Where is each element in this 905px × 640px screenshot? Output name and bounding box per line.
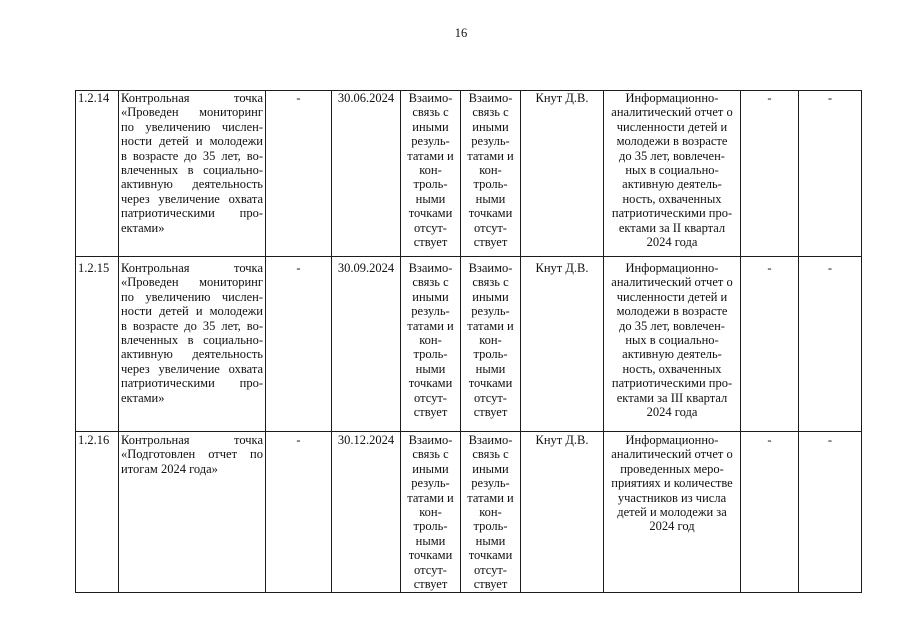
relation-line: татами и [467, 490, 514, 505]
description-line: «Подготовлен отчет по [121, 447, 263, 462]
result-line: Информационно- [625, 433, 719, 447]
item-number-text: 1.2.14 [78, 91, 110, 105]
relation-line: Взаимо- [468, 433, 513, 447]
description-line: через увеличение охвата [121, 191, 263, 206]
relation-cell [401, 91, 461, 257]
relation-line: ствует [473, 577, 508, 592]
relation-line: ными [475, 361, 506, 376]
dash-cell [266, 91, 332, 257]
relation-line: Взаимо- [468, 91, 513, 105]
result-line: ектами за III квартал [616, 390, 728, 405]
result-line: аналитический отчет о [611, 275, 733, 290]
relation-line: точками [468, 376, 513, 391]
item-number [76, 432, 119, 593]
description-line: по увеличению числен- [121, 289, 263, 304]
control-point-description [119, 432, 266, 593]
relation-line: точками [408, 548, 453, 563]
relation-line: отсут- [414, 220, 447, 235]
table-row [76, 257, 862, 432]
relation-cell [401, 432, 461, 593]
dash-value: - [296, 433, 301, 447]
relation-line: кон- [479, 505, 502, 520]
relation-line: ными [415, 361, 446, 376]
dash-cell [266, 432, 332, 593]
relation-line: татами и [407, 318, 454, 333]
description-line: влеченных в социально- [121, 163, 263, 178]
description-line: Контрольная точка [121, 433, 263, 447]
result-line: 2024 года [646, 235, 698, 250]
result-line: ность, охваченных [622, 191, 722, 206]
description-line: по увеличению числен- [121, 119, 263, 134]
description-line: Контрольная точка [121, 261, 263, 275]
relation-line: ными [475, 191, 506, 206]
relation-line: иными [472, 461, 509, 476]
result-line: ных в социально- [625, 333, 719, 348]
relation-line: ствует [473, 405, 508, 420]
table-row [76, 432, 862, 593]
relation-line: татами и [407, 148, 454, 163]
relation-line: отсут- [414, 562, 447, 577]
result-line: Информационно- [625, 261, 719, 275]
result-line: численности детей и [616, 119, 728, 134]
relation-line: резуль- [411, 476, 450, 491]
dash-cell [799, 432, 862, 593]
description-line: влеченных в социально- [121, 333, 263, 348]
relation-line: ствует [413, 405, 448, 420]
dash-cell [799, 91, 862, 257]
result-line: активную деятель- [622, 177, 722, 192]
dash-value: - [296, 91, 301, 105]
result-line: молодежи в возрасте [616, 304, 728, 319]
deadline-date-text: 30.09.2024 [337, 261, 395, 275]
result-line: детей и молодежи за [617, 505, 727, 520]
result-line: ектами за II квартал [618, 220, 726, 235]
expected-result [604, 432, 741, 593]
relation-line: связь с [472, 275, 509, 290]
relation-line: троль- [413, 177, 448, 192]
relation-line: Взаимо- [468, 261, 513, 275]
relation-line: ными [475, 533, 506, 548]
relation-line: ными [415, 191, 446, 206]
relation-line: Взаимо- [408, 433, 453, 447]
relation-line: Взаимо- [408, 261, 453, 275]
item-number [76, 257, 119, 432]
responsible-person-text: Кнут Д.В. [535, 91, 589, 105]
result-line: 2024 года [646, 405, 698, 420]
description-line: итогам 2024 года» [121, 461, 218, 476]
dash-cell [266, 257, 332, 432]
result-line: ных в социально- [625, 163, 719, 178]
relation-line: троль- [473, 519, 508, 534]
result-line: активную деятель- [622, 347, 722, 362]
result-line: молодежи в возрасте [616, 134, 728, 149]
result-line: ность, охваченных [622, 361, 722, 376]
result-line: численности детей и [616, 289, 728, 304]
relation-line: точками [408, 376, 453, 391]
relation-line: иными [412, 119, 449, 134]
description-line: «Проведен мониторинг [121, 275, 263, 290]
relation-line: связь с [472, 447, 509, 462]
result-line: 2024 год [649, 519, 695, 534]
item-number-text: 1.2.15 [78, 261, 110, 275]
relation-line: татами и [407, 490, 454, 505]
dash-cell [741, 91, 799, 257]
relation-cell [401, 257, 461, 432]
description-line: ектами» [121, 390, 165, 405]
description-line: «Проведен мониторинг [121, 105, 263, 120]
relation-line: ствует [473, 235, 508, 250]
relation-line: троль- [413, 347, 448, 362]
item-number-text: 1.2.16 [78, 433, 110, 447]
dash-value: - [827, 433, 833, 447]
result-line: до 35 лет, вовлечен- [619, 318, 725, 333]
plan-table [75, 90, 862, 593]
item-number [76, 91, 119, 257]
description-line: ности детей и молодежи [121, 304, 263, 319]
relation-line: ствует [413, 235, 448, 250]
relation-line: кон- [479, 163, 502, 178]
relation-line: отсут- [474, 390, 507, 405]
responsible-person [521, 432, 604, 593]
result-line: участников из числа [617, 490, 727, 505]
control-point-description [119, 257, 266, 432]
dash-value: - [767, 433, 772, 447]
relation-cell [461, 257, 521, 432]
dash-value: - [827, 91, 833, 105]
relation-line: точками [408, 206, 453, 221]
relation-line: связь с [412, 275, 449, 290]
relation-line: троль- [473, 347, 508, 362]
dash-value: - [296, 261, 301, 275]
relation-line: связь с [472, 105, 509, 120]
result-line: патриотическими про- [611, 206, 733, 221]
relation-line: кон- [479, 333, 502, 348]
relation-line: иными [412, 461, 449, 476]
description-line: через увеличение охвата [121, 361, 263, 376]
expected-result [604, 91, 741, 257]
relation-line: кон- [419, 505, 442, 520]
relation-line: Взаимо- [408, 91, 453, 105]
result-line: патриотическими про- [611, 376, 733, 391]
page-number: 16 [454, 26, 468, 40]
responsible-person-text: Кнут Д.В. [535, 261, 589, 275]
relation-line: точками [468, 206, 513, 221]
dash-value: - [767, 261, 772, 275]
relation-line: иными [472, 289, 509, 304]
relation-line: татами и [467, 148, 514, 163]
relation-line: ными [415, 533, 446, 548]
dash-cell [741, 432, 799, 593]
description-line: активную деятельность [121, 347, 263, 362]
expected-result [604, 257, 741, 432]
relation-line: отсут- [474, 562, 507, 577]
relation-line: кон- [419, 163, 442, 178]
description-line: в возрасте до 35 лет, во- [121, 148, 263, 163]
description-line: патриотическими про- [121, 206, 263, 221]
relation-cell [461, 432, 521, 593]
description-line: ности детей и молодежи [121, 134, 263, 149]
description-line: патриотическими про- [121, 376, 263, 391]
relation-line: кон- [419, 333, 442, 348]
description-line: Контрольная точка [121, 91, 263, 105]
relation-line: отсут- [474, 220, 507, 235]
result-line: приятиях и количестве [611, 476, 733, 491]
control-point-description [119, 91, 266, 257]
responsible-person [521, 91, 604, 257]
dash-cell [741, 257, 799, 432]
result-line: аналитический отчет о [611, 105, 733, 120]
deadline-date-text: 30.12.2024 [337, 433, 395, 447]
relation-line: связь с [412, 447, 449, 462]
relation-line: иными [472, 119, 509, 134]
relation-cell [461, 91, 521, 257]
relation-line: троль- [473, 177, 508, 192]
relation-line: татами и [467, 318, 514, 333]
relation-line: ствует [413, 577, 448, 592]
dash-cell [799, 257, 862, 432]
dash-value: - [827, 261, 833, 275]
relation-line: резуль- [471, 134, 510, 149]
description-line: в возрасте до 35 лет, во- [121, 318, 263, 333]
relation-line: связь с [412, 105, 449, 120]
table-row [76, 91, 862, 257]
relation-line: иными [412, 289, 449, 304]
result-line: аналитический отчет о [611, 447, 733, 462]
relation-line: резуль- [471, 304, 510, 319]
result-line: Информационно- [625, 91, 719, 105]
relation-line: троль- [413, 519, 448, 534]
relation-line: резуль- [471, 476, 510, 491]
description-line: активную деятельность [121, 177, 263, 192]
relation-line: точками [468, 548, 513, 563]
dash-value: - [767, 91, 772, 105]
deadline-date-text: 30.06.2024 [337, 91, 395, 105]
relation-line: отсут- [414, 390, 447, 405]
relation-line: резуль- [411, 304, 450, 319]
result-line: до 35 лет, вовлечен- [619, 148, 725, 163]
relation-line: резуль- [411, 134, 450, 149]
result-line: проведенных меро- [620, 461, 724, 476]
deadline-date [332, 432, 401, 593]
deadline-date [332, 91, 401, 257]
description-line: ектами» [121, 220, 165, 235]
responsible-person [521, 257, 604, 432]
responsible-person-text: Кнут Д.В. [535, 433, 589, 447]
deadline-date [332, 257, 401, 432]
